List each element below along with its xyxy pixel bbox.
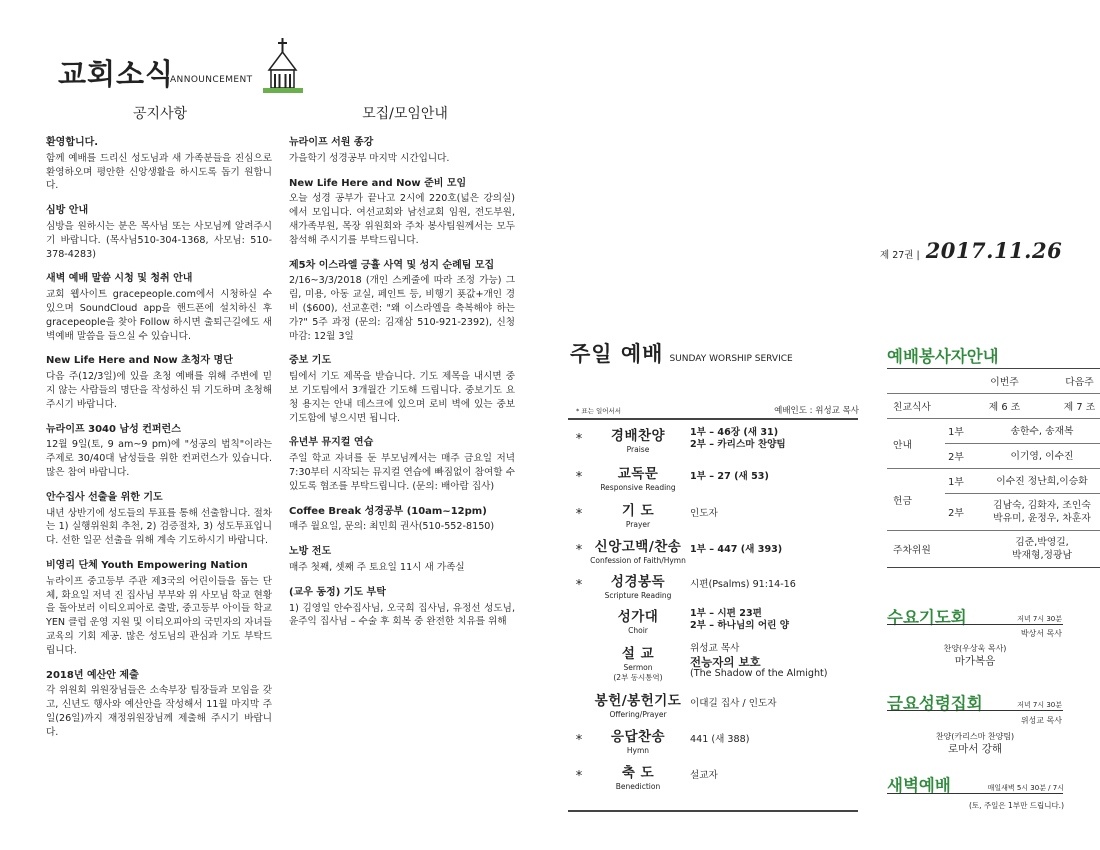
- notice-body: 교회 웹사이트 gracepeople.com에서 시청하실 수 있으며 SoundCloud app을 핸드폰에 설치하신 후 gracepeople을 찾아 Follow 하시면 출퇴근길에도 새벽예배 말씀을 들으실 수 있습니다.: [46, 289, 272, 342]
- page-title: 교회소식: [58, 57, 175, 91]
- standing-mark: *: [575, 469, 583, 485]
- offering-2-line-a: 김남숙, 김화자, 조인숙: [993, 500, 1091, 511]
- notice-item: [46, 559, 272, 658]
- dawn-service-time: 매일새벽 5시 30분 / 7시: [987, 784, 1064, 792]
- order-item-ko: 성경봉독: [610, 574, 666, 590]
- order-item-en: Hymn: [626, 746, 650, 755]
- recruit-body: 오늘 성경 공부가 끝나고 2시에 220호(넓은 강의실)에서 모입니다. 여선교회와 남선교회 임원, 전도부원, 새가족부원, 목장 위원회와 주차 봉사팀원께서는 모두 참석해 주시기를 부탁드립니다.: [289, 193, 515, 246]
- recruit-item: [289, 545, 515, 575]
- offering-2-people: [967, 494, 1100, 531]
- guide-row-1: [887, 419, 1100, 444]
- parking-line-b: 박재형,정광남: [1012, 550, 1072, 561]
- issue-volume: 제 27권 |: [880, 250, 920, 261]
- parking-line-a: 김준,박영길,: [1015, 537, 1069, 548]
- volunteers-header-row: [887, 369, 1100, 394]
- recruit-body: 매주 월요일, 문의: 최민희 권사(510-552-8150): [289, 521, 495, 533]
- order-item-ko: 봉헌/봉헌기도: [594, 693, 682, 709]
- recruit-item: [289, 354, 515, 425]
- notice-item: [46, 669, 272, 740]
- order-item-en: Offering/Prayer: [609, 710, 667, 719]
- order-item-en: Prayer: [625, 520, 651, 529]
- volunteers-title: 예배봉사자안내: [887, 347, 999, 366]
- order-item-detail: [688, 770, 858, 783]
- order-item-detail: [688, 643, 858, 681]
- order-detail-line: 1부 – 447 (새 393): [690, 543, 783, 555]
- notice-body: 각 위원회 위원장님들은 소속부장 팀장들과 모임을 갖고, 신년도 행사와 예산안을 작성해서 11월 마지막 주일(26일)까지 재정위원장님께 제출해 주시기 바랍니다.: [46, 685, 272, 738]
- notice-body: 다음 주(12/3일)에 있을 초청 예배를 위해 주변에 믿지 않는 사람들의 명단을 작성하신 뒤 기도하며 초청해 주시기 바랍니다.: [46, 371, 272, 410]
- order-row: [570, 420, 858, 458]
- order-item-detail: [688, 698, 858, 711]
- order-item-en: Sermon: [623, 662, 653, 672]
- recruit-body: 매주 첫째, 셋째 주 토요일 11시 새 가족실: [289, 561, 465, 573]
- order-row: [570, 638, 858, 686]
- order-detail-line: 441 (새 388): [690, 733, 750, 745]
- greeting-this: 제 6 조: [967, 394, 1042, 419]
- standing-mark: *: [575, 768, 583, 784]
- fri-service-time: 저녁 7시 30분: [1017, 701, 1062, 709]
- order-bottom-rule: [568, 810, 858, 812]
- order-item-en: Choir: [628, 626, 648, 635]
- notice-title: 심방 안내: [46, 205, 89, 217]
- issue-date: 2017.11.26: [925, 238, 1063, 263]
- greeting-label: 친교식사: [887, 394, 967, 419]
- guide-label: 안내: [887, 419, 945, 469]
- wed-worship-team: 찬양(우상욱 목사): [943, 644, 1007, 653]
- dawn-note: (토, 주일은 1부만 드립니다.): [969, 801, 1064, 810]
- order-item-detail: [688, 734, 858, 747]
- newsletter-title-block: [58, 38, 308, 98]
- volunteers-table: [887, 368, 1100, 568]
- notice-title: 안수집사 선출을 위한 기도: [46, 491, 163, 503]
- recruit-title: (교우 동정) 기도 부탁: [289, 586, 386, 598]
- worship-order: [570, 420, 858, 794]
- order-item-detail: [688, 608, 858, 633]
- order-row: [570, 458, 858, 496]
- order-item-name: [588, 642, 688, 683]
- wed-sermon: 마가복음: [954, 655, 996, 667]
- parking-row: [887, 531, 1100, 568]
- offering-label: 헌금: [887, 469, 945, 531]
- recruit-title: 뉴라이프 서원 종강: [289, 137, 374, 148]
- order-detail-line: 위성교 목사: [690, 643, 740, 655]
- order-detail-line: 인도자: [690, 507, 718, 519]
- recruit-item: [289, 259, 515, 344]
- dawn-rule: [887, 793, 1063, 794]
- recruit-title: 유년부 뮤지컬 연습: [289, 437, 374, 449]
- wed-leader: 박상서 목사: [1020, 629, 1062, 638]
- offering-1-sub: 1부: [945, 469, 967, 494]
- recruit-item: [289, 505, 515, 535]
- order-item-en: Confession of Faith/Hymn: [590, 556, 686, 565]
- order-item-ko: 기 도: [621, 503, 655, 519]
- notice-body: 내년 상반기에 성도들의 투표를 통해 선출합니다. 절차는 1) 실행위원회 추천, 2) 검증절차, 3) 성도투표입니다. 선한 일꾼 선출을 위해 계속 기도하시기 바랍니다.: [46, 507, 272, 547]
- fri-rule: [887, 710, 1063, 711]
- notice-title: 비영리 단체 Youth Empowering Nation: [46, 559, 248, 571]
- wed-service-title: 수요기도회: [887, 608, 967, 627]
- offering-2-sub: 2부: [945, 494, 967, 531]
- notices-column: [46, 136, 272, 750]
- greeting-row: [887, 394, 1100, 419]
- offering-1-people: 이수진 정난희,이승화: [967, 469, 1100, 494]
- standing-mark: *: [575, 577, 583, 593]
- col-next-week: 다음주: [1042, 369, 1100, 394]
- standing-mark: *: [575, 431, 583, 447]
- notice-item: [46, 423, 272, 480]
- recruit-title: New Life Here and Now 준비 모임: [289, 177, 467, 189]
- recruit-body: 1) 김영일 안수집사님, 오국희 집사님, 유정선 성도님, 윤주익 집사님 – 수술 후 회복 중 완전한 치유를 위해: [289, 602, 515, 628]
- parking-people: [967, 531, 1100, 568]
- order-item-ko: 축 도: [621, 765, 655, 781]
- order-detail-line: 시편(Psalms) 91:14-16: [690, 578, 796, 590]
- notice-body: 12월 9일(토, 9 am~9 pm)에 "성공의 법칙"이라는 주제로 30/40대 남성들을 위한 컨퍼런스가 있습니다. 많은 참여 바랍니다.: [46, 439, 272, 478]
- issue-header: [880, 238, 1062, 263]
- notice-title: 2018년 예산안 제출: [46, 669, 139, 681]
- recruit-title: 노방 전도: [289, 546, 332, 558]
- order-item-detail: [688, 579, 858, 592]
- order-item-en: Praise: [626, 445, 650, 454]
- order-item-ko: 성가대: [617, 609, 659, 625]
- notices-heading: 공지사항: [132, 106, 188, 122]
- order-detail-line: 1부 – 시편 23편: [690, 607, 762, 619]
- parking-label: 주차위원: [887, 531, 967, 568]
- notice-title: 뉴라이프 3040 남성 컨퍼런스: [46, 423, 181, 435]
- order-item-name: [588, 689, 688, 719]
- order-item-detail: [688, 471, 858, 484]
- recruit-title: 제5차 이스라엘 긍휼 사역 및 성지 순례팀 모집: [289, 259, 495, 271]
- order-row: [570, 758, 858, 794]
- recruit-title: Coffee Break 성경공부 (10am~12pm): [289, 505, 487, 517]
- order-item-name: [588, 761, 688, 791]
- guide-1-people: 송한수, 송재복: [967, 419, 1100, 444]
- fri-worship-team: 찬양(카리스마 찬양팀): [935, 732, 1015, 741]
- recruit-item: [289, 136, 515, 166]
- standing-mark: *: [575, 506, 583, 522]
- guide-2-people: 이기영, 이수진: [967, 444, 1100, 469]
- order-detail-line: 전능자의 보호: [690, 654, 761, 669]
- notice-title: 새벽 예배 말씀 시청 및 청취 안내: [46, 273, 193, 285]
- order-row: [570, 722, 858, 758]
- order-item-ko: 경배찬양: [610, 428, 666, 444]
- church-icon: [263, 38, 303, 94]
- order-detail-line: 이대길 집사 / 인도자: [690, 697, 777, 709]
- order-detail-line: 2부 – 하나님의 어린 양: [690, 620, 789, 631]
- order-row: [570, 602, 858, 638]
- order-item-name: [588, 462, 688, 492]
- order-detail-line: 설교자: [690, 769, 718, 781]
- order-row: [570, 568, 858, 602]
- notice-body: 뉴라이프 중고등부 주관 제3국의 어린이들을 돕는 단체, 화요일 저녁 진 집사님 부부와 위 사모님 학교 현황을 돌아보러 이티오피아로 출발, 중고등부 아이들 학교 YEN 클럽 운영 지원 및 이티오피아의 국민자의 자녀들 교육의 기회 제공. 많은 성도님의 관심과 기도 부탁드립니다.: [46, 575, 272, 656]
- order-item-detail: [688, 508, 858, 521]
- worship-title: [570, 338, 793, 368]
- page-subtitle: ANNOUNCEMENT: [170, 75, 253, 85]
- order-item-name: [588, 424, 688, 454]
- notice-item: [46, 272, 272, 343]
- order-detail-line: 1부 – 27 (새 53): [690, 470, 769, 482]
- order-item-ko: 응답찬송: [610, 729, 666, 745]
- worship-leader: 예배인도 : 위성교 목사: [774, 406, 859, 416]
- order-detail-line: 2부 – 카리스마 찬양팀: [690, 439, 786, 450]
- notice-item: [46, 204, 272, 261]
- recruit-body: 2/16~3/3/2018 (개인 스케줄에 따라 조정 가능) 그림, 미용, 아동 교실, 페인트 등, 비행기 푯값+개인 경비 ($600), 선교훈련: "왜 이스라엘을 축복해야 하는가?" 5주 과정 (문의: 김재삼 510-921-2392), 신청마감: 12월 3일: [289, 275, 515, 342]
- recruit-item: [289, 586, 515, 629]
- notice-item: [46, 354, 272, 411]
- guide-1-sub: 1부: [945, 419, 967, 444]
- order-item-name: [588, 570, 688, 600]
- order-item-name: [588, 605, 688, 635]
- offering-row-1: [887, 469, 1100, 494]
- recruit-column: [289, 136, 515, 640]
- order-item-en: Responsive Reading: [600, 483, 676, 492]
- order-row: [570, 686, 858, 722]
- notice-title: New Life Here and Now 초청자 명단: [46, 355, 233, 367]
- recruit-title: 중보 기도: [289, 355, 332, 367]
- notice-body: 심방을 원하시는 분은 목사님 또는 사모님께 알려주시기 바랍니다. (목사님510-304-1368, 사모님: 510-378-4283): [46, 220, 272, 260]
- order-item-ko: 교독문: [617, 466, 659, 482]
- notice-item: [46, 136, 272, 193]
- order-item-name: [588, 499, 688, 529]
- wed-rule: [887, 624, 1063, 625]
- notice-item: [46, 491, 272, 548]
- order-item-detail: [688, 544, 858, 557]
- col-this-week: 이번주: [967, 369, 1042, 394]
- notice-body: 함께 예배를 드리신 성도님과 새 가족분들을 진심으로 환영하오며 평안한 신앙생활을 하시도록 돕기 원합니다.: [46, 152, 272, 192]
- order-detail-line: (The Shadow of the Almight): [690, 668, 828, 680]
- order-item-ko: 신앙고백/찬송: [594, 539, 682, 555]
- order-item-en: Scripture Reading: [604, 591, 672, 600]
- order-row: [570, 496, 858, 532]
- worship-title-en: SUNDAY WORSHIP SERVICE: [669, 354, 793, 364]
- fri-sermon: 로마서 강해: [947, 743, 1003, 755]
- guide-2-sub: 2부: [945, 444, 967, 469]
- recruit-body: 가을학기 성경공부 마지막 시간입니다.: [289, 152, 450, 164]
- recruit-item: [289, 436, 515, 493]
- order-item-detail: [688, 427, 858, 452]
- standing-mark: *: [575, 732, 583, 748]
- greeting-next: 제 7 조: [1042, 394, 1100, 419]
- standing-mark: *: [575, 542, 583, 558]
- fri-leader: 위성교 목사: [1020, 716, 1062, 725]
- order-detail-line: 1부 – 46장 (새 31): [690, 426, 779, 438]
- order-row: [570, 532, 858, 568]
- wed-body: [887, 642, 1063, 668]
- recruit-body: 팀에서 기도 제목을 받습니다. 기도 제목을 내시면 중보 기도팀에서 3개월간 기도해 드립니다. 중보기도 요청 용지는 안내 데스크에 있으며 로비 벽에 있는 중보 기도함에 넣으시면 됩니다.: [289, 371, 515, 424]
- order-item-ko: 설 교: [621, 645, 655, 662]
- order-item-en: Benediction: [615, 782, 661, 791]
- standing-note: * 표는 일어서서: [576, 407, 622, 415]
- recruit-body: 주일 학교 자녀를 둔 부모님께서는 매주 금요일 저녁 7:30부터 시작되는 뮤지컬 연습에 빠짐없이 참여할 수 있도록 협조를 부탁드립니다. (문의: 배아람 집사): [289, 453, 515, 492]
- recruit-heading: 모집/모임안내: [362, 106, 448, 122]
- order-item-note: (2부 동시통역): [613, 672, 663, 682]
- fri-body: [887, 730, 1063, 756]
- wed-service-time: 저녁 7시 30분: [1017, 615, 1062, 623]
- order-item-name: [588, 535, 688, 565]
- order-item-name: [588, 725, 688, 755]
- fri-service-title: 금요성령집회: [887, 694, 983, 713]
- recruit-item: [289, 177, 515, 248]
- worship-title-ko: 주일 예배: [570, 342, 664, 366]
- offering-2-line-b: 박유미, 윤정우, 차훈자: [993, 513, 1091, 524]
- notice-title: 환영합니다.: [46, 137, 99, 148]
- dawn-service-title: 새벽예배: [887, 776, 951, 795]
